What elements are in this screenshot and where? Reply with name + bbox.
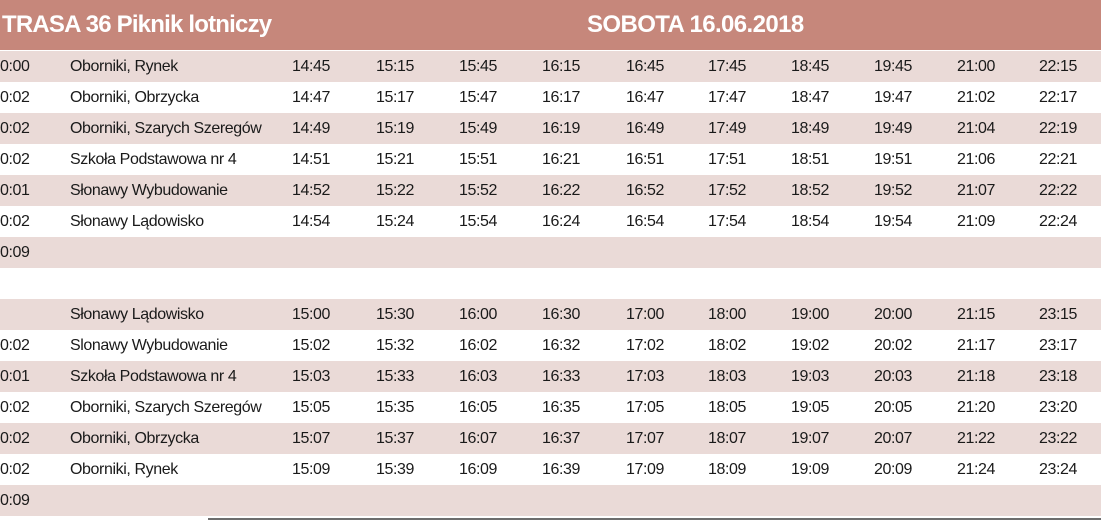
departure-time: 19:45 xyxy=(874,58,913,75)
stop-name: Słonawy Lądowisko xyxy=(70,306,204,323)
departure-time: 14:45 xyxy=(292,58,331,75)
departure-time: 20:09 xyxy=(874,461,913,478)
departure-time: 18:49 xyxy=(791,120,830,137)
departure-time: 20:05 xyxy=(874,399,913,416)
departure-time: 22:19 xyxy=(1039,120,1078,137)
departure-time: 21:04 xyxy=(957,120,996,137)
departure-time: 17:05 xyxy=(626,399,665,416)
departure-time: 16:35 xyxy=(542,399,581,416)
departure-time: 18:54 xyxy=(791,213,830,230)
departure-time: 19:54 xyxy=(874,213,913,230)
departure-time: 19:52 xyxy=(874,182,913,199)
timetable-row xyxy=(0,206,1101,237)
departure-time: 19:09 xyxy=(791,461,830,478)
departure-time: 20:07 xyxy=(874,430,913,447)
timetable-row xyxy=(0,144,1101,175)
timetable-row xyxy=(0,423,1101,454)
departure-time: 20:02 xyxy=(874,337,913,354)
departure-time: 18:03 xyxy=(708,368,747,385)
departure-time: 21:22 xyxy=(957,430,996,447)
timetable-row xyxy=(0,175,1101,206)
departure-time: 14:52 xyxy=(292,182,331,199)
departure-time: 23:20 xyxy=(1039,399,1078,416)
stop-name: Szkoła Podstawowa nr 4 xyxy=(70,151,237,168)
departure-time: 16:03 xyxy=(459,368,498,385)
departure-time: 15:47 xyxy=(459,89,498,106)
departure-time: 21:15 xyxy=(957,306,996,323)
departure-time: 15:17 xyxy=(376,89,415,106)
departure-time: 16:30 xyxy=(542,306,581,323)
departure-time: 17:52 xyxy=(708,182,747,199)
departure-time: 15:32 xyxy=(376,337,415,354)
timetable-row xyxy=(0,51,1101,82)
departure-time: 17:02 xyxy=(626,337,665,354)
bottom-divider xyxy=(208,518,1101,520)
travel-time: 0:02 xyxy=(0,213,30,230)
departure-time: 22:22 xyxy=(1039,182,1078,199)
departure-time: 18:07 xyxy=(708,430,747,447)
departure-time: 16:19 xyxy=(542,120,581,137)
timetable-header xyxy=(0,0,1101,50)
departure-time: 21:09 xyxy=(957,213,996,230)
departure-time: 15:54 xyxy=(459,213,498,230)
departure-time: 14:49 xyxy=(292,120,331,137)
travel-time: 0:00 xyxy=(0,58,30,75)
departure-time: 16:15 xyxy=(542,58,581,75)
departure-time: 22:17 xyxy=(1039,89,1078,106)
departure-time: 16:39 xyxy=(542,461,581,478)
departure-time: 15:19 xyxy=(376,120,415,137)
departure-time: 18:47 xyxy=(791,89,830,106)
departure-time: 19:03 xyxy=(791,368,830,385)
departure-time: 15:35 xyxy=(376,399,415,416)
departure-time: 15:49 xyxy=(459,120,498,137)
travel-time: 0:09 xyxy=(0,244,30,261)
stop-name: Oborniki, Obrzycka xyxy=(70,430,199,447)
travel-time: 0:02 xyxy=(0,430,30,447)
stop-name: Slonawy Wybudowanie xyxy=(70,337,228,354)
departure-time: 15:24 xyxy=(376,213,415,230)
route-title: TRASA 36 Piknik lotniczy xyxy=(2,11,272,38)
departure-time: 16:17 xyxy=(542,89,581,106)
travel-time: 0:02 xyxy=(0,399,30,416)
departure-time: 17:54 xyxy=(708,213,747,230)
departure-time: 16:47 xyxy=(626,89,665,106)
travel-time: 0:02 xyxy=(0,461,30,478)
departure-time: 15:03 xyxy=(292,368,331,385)
departure-time: 16:24 xyxy=(542,213,581,230)
departure-time: 19:49 xyxy=(874,120,913,137)
departure-time: 16:05 xyxy=(459,399,498,416)
departure-time: 21:24 xyxy=(957,461,996,478)
timetable-row xyxy=(0,82,1101,113)
departure-time: 16:00 xyxy=(459,306,498,323)
departure-time: 17:00 xyxy=(626,306,665,323)
departure-time: 23:22 xyxy=(1039,430,1078,447)
departure-time: 21:00 xyxy=(957,58,996,75)
departure-time: 15:52 xyxy=(459,182,498,199)
date-title: SOBOTA 16.06.2018 xyxy=(587,11,804,38)
departure-time: 16:52 xyxy=(626,182,665,199)
departure-time: 15:30 xyxy=(376,306,415,323)
departure-time: 18:02 xyxy=(708,337,747,354)
departure-time: 15:33 xyxy=(376,368,415,385)
departure-time: 22:24 xyxy=(1039,213,1078,230)
departure-time: 19:05 xyxy=(791,399,830,416)
stop-name: Słonawy Wybudowanie xyxy=(70,182,228,199)
departure-time: 16:02 xyxy=(459,337,498,354)
departure-time: 19:02 xyxy=(791,337,830,354)
departure-time: 16:22 xyxy=(542,182,581,199)
departure-time: 17:45 xyxy=(708,58,747,75)
timetable-row xyxy=(0,392,1101,423)
departure-time: 19:47 xyxy=(874,89,913,106)
departure-time: 22:21 xyxy=(1039,151,1078,168)
departure-time: 23:17 xyxy=(1039,337,1078,354)
timetable-row xyxy=(0,237,1101,268)
departure-time: 19:00 xyxy=(791,306,830,323)
timetable-row xyxy=(0,485,1101,516)
departure-time: 21:17 xyxy=(957,337,996,354)
departure-time: 16:32 xyxy=(542,337,581,354)
departure-time: 15:39 xyxy=(376,461,415,478)
travel-time: 0:09 xyxy=(0,492,30,509)
departure-time: 21:18 xyxy=(957,368,996,385)
departure-time: 21:07 xyxy=(957,182,996,199)
travel-time: 0:02 xyxy=(0,89,30,106)
departure-time: 14:51 xyxy=(292,151,331,168)
stop-name: Szkoła Podstawowa nr 4 xyxy=(70,368,237,385)
travel-time: 0:02 xyxy=(0,151,30,168)
departure-time: 16:45 xyxy=(626,58,665,75)
stop-name: Oborniki, Szarych Szeregów xyxy=(70,120,262,137)
departure-time: 15:05 xyxy=(292,399,331,416)
timetable-row xyxy=(0,361,1101,392)
departure-time: 18:45 xyxy=(791,58,830,75)
departure-time: 23:18 xyxy=(1039,368,1078,385)
travel-time: 0:02 xyxy=(0,337,30,354)
departure-time: 15:07 xyxy=(292,430,331,447)
departure-time: 21:20 xyxy=(957,399,996,416)
departure-time: 14:54 xyxy=(292,213,331,230)
timetable-row xyxy=(0,299,1101,330)
stop-name: Oborniki, Obrzycka xyxy=(70,89,199,106)
departure-time: 16:07 xyxy=(459,430,498,447)
departure-time: 17:47 xyxy=(708,89,747,106)
departure-time: 18:00 xyxy=(708,306,747,323)
departure-time: 22:15 xyxy=(1039,58,1078,75)
departure-time: 17:03 xyxy=(626,368,665,385)
stop-name: Oborniki, Rynek xyxy=(70,461,178,478)
timetable-row xyxy=(0,113,1101,144)
departure-time: 18:52 xyxy=(791,182,830,199)
departure-time: 18:51 xyxy=(791,151,830,168)
departure-time: 17:07 xyxy=(626,430,665,447)
departure-time: 18:09 xyxy=(708,461,747,478)
travel-time: 0:02 xyxy=(0,120,30,137)
departure-time: 19:51 xyxy=(874,151,913,168)
stop-name: Oborniki, Szarych Szeregów xyxy=(70,399,262,416)
departure-time: 16:54 xyxy=(626,213,665,230)
departure-time: 20:00 xyxy=(874,306,913,323)
departure-time: 16:49 xyxy=(626,120,665,137)
departure-time: 16:33 xyxy=(542,368,581,385)
departure-time: 15:00 xyxy=(292,306,331,323)
departure-time: 19:07 xyxy=(791,430,830,447)
timetable-row xyxy=(0,268,1101,299)
departure-time: 21:06 xyxy=(957,151,996,168)
travel-time: 0:01 xyxy=(0,368,30,385)
departure-time: 15:21 xyxy=(376,151,415,168)
departure-time: 17:49 xyxy=(708,120,747,137)
timetable-row xyxy=(0,330,1101,361)
timetable-body xyxy=(0,51,1101,516)
departure-time: 18:05 xyxy=(708,399,747,416)
departure-time: 17:51 xyxy=(708,151,747,168)
departure-time: 16:21 xyxy=(542,151,581,168)
departure-time: 20:03 xyxy=(874,368,913,385)
departure-time: 15:22 xyxy=(376,182,415,199)
departure-time: 15:37 xyxy=(376,430,415,447)
departure-time: 16:37 xyxy=(542,430,581,447)
departure-time: 15:51 xyxy=(459,151,498,168)
departure-time: 15:09 xyxy=(292,461,331,478)
departure-time: 21:02 xyxy=(957,89,996,106)
departure-time: 23:24 xyxy=(1039,461,1078,478)
departure-time: 23:15 xyxy=(1039,306,1078,323)
stop-name: Słonawy Lądowisko xyxy=(70,213,204,230)
departure-time: 15:45 xyxy=(459,58,498,75)
departure-time: 15:02 xyxy=(292,337,331,354)
travel-time: 0:01 xyxy=(0,182,30,199)
departure-time: 16:09 xyxy=(459,461,498,478)
departure-time: 16:51 xyxy=(626,151,665,168)
departure-time: 15:15 xyxy=(376,58,415,75)
departure-time: 17:09 xyxy=(626,461,665,478)
timetable-row xyxy=(0,454,1101,485)
departure-time: 14:47 xyxy=(292,89,331,106)
stop-name: Oborniki, Rynek xyxy=(70,58,178,75)
